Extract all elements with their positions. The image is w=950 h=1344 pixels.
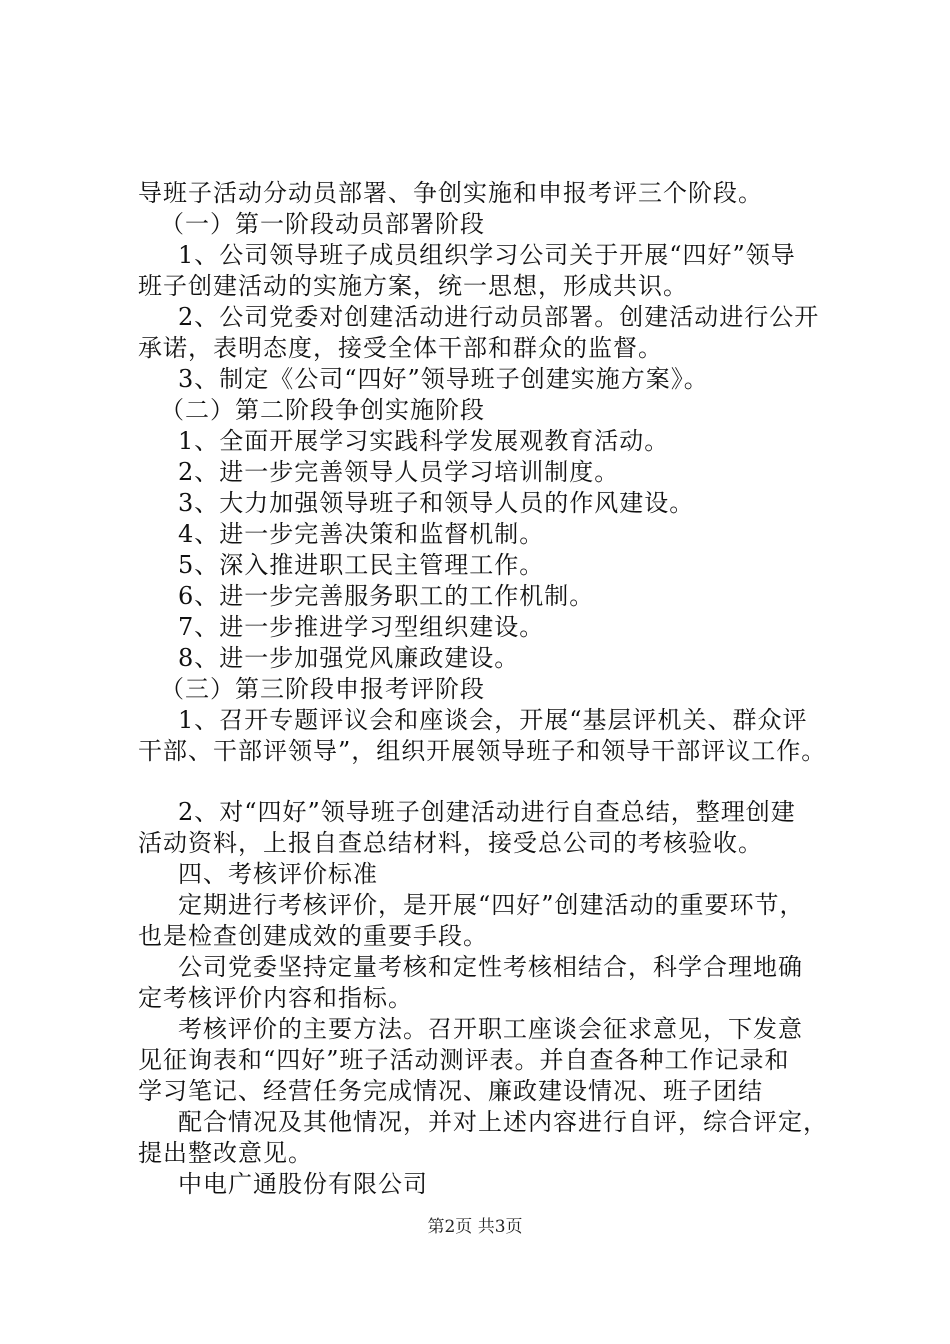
paragraph-line: 1、公司领导班子成员组织学习公司关于开展“四好”领导 xyxy=(178,241,796,269)
list-item: 4、进一步完善决策和监督机制。 xyxy=(178,520,545,548)
paragraph-line: 2、公司党委对创建活动进行动员部署。创建活动进行公开 xyxy=(178,303,820,331)
section-heading: （一）第一阶段动员部署阶段 xyxy=(160,210,485,238)
paragraph-line: 干部、干部评领导”，组织开展领导班子和领导干部评议工作。 xyxy=(138,737,827,765)
list-item: 7、进一步推进学习型组织建设。 xyxy=(178,613,545,641)
list-item: 8、进一步加强党风廉政建设。 xyxy=(178,644,520,672)
list-item: 2、进一步完善领导人员学习培训制度。 xyxy=(178,458,620,486)
company-signature: 中电广通股份有限公司 xyxy=(178,1170,428,1198)
list-item: 3、大力加强领导班子和领导人员的作风建设。 xyxy=(178,489,695,517)
paragraph-line: 活动资料，上报自查总结材料，接受总公司的考核验收。 xyxy=(138,829,763,857)
paragraph-line: 1、召开专题评议会和座谈会，开展“基层评机关、群众评 xyxy=(178,706,808,734)
paragraph-line: 提出整改意见。 xyxy=(138,1139,313,1167)
paragraph-line: 班子创建活动的实施方案，统一思想，形成共识。 xyxy=(138,272,688,300)
section-heading: 四、考核评价标准 xyxy=(178,860,378,888)
paragraph-line: 配合情况及其他情况，并对上述内容进行自评，综合评定， xyxy=(178,1108,828,1136)
paragraph-line: 见征询表和“四好”班子活动测评表。并自查各种工作记录和 xyxy=(138,1046,790,1074)
list-item: 6、进一步完善服务职工的工作机制。 xyxy=(178,582,595,610)
paragraph-line: 考核评价的主要方法。召开职工座谈会征求意见，下发意 xyxy=(178,1015,803,1043)
list-item: 1、全面开展学习实践科学发展观教育活动。 xyxy=(178,427,670,455)
paragraph-line: 定期进行考核评价，是开展“四好”创建活动的重要环节， xyxy=(178,891,805,919)
paragraph-line: 学习笔记、经营任务完成情况、廉政建设情况、班子团结 xyxy=(138,1077,763,1105)
paragraph-line: 2、对“四好”领导班子创建活动进行自查总结，整理创建 xyxy=(178,798,796,826)
page-footer: 第2页 共3页 xyxy=(427,1217,523,1237)
paragraph-line: 3、制定《公司“四好”领导班子创建实施方案》。 xyxy=(178,365,709,393)
list-item: 5、深入推进职工民主管理工作。 xyxy=(178,551,545,579)
paragraph-line: 导班子活动分动员部署、争创实施和申报考评三个阶段。 xyxy=(138,179,763,207)
paragraph-line: 公司党委坚持定量考核和定性考核相结合，科学合理地确 xyxy=(178,953,803,981)
section-heading: （三）第三阶段申报考评阶段 xyxy=(160,675,485,703)
paragraph-line: 承诺，表明态度，接受全体干部和群众的监督。 xyxy=(138,334,663,362)
section-heading: （二）第二阶段争创实施阶段 xyxy=(160,396,485,424)
paragraph-line: 定考核评价内容和指标。 xyxy=(138,984,413,1012)
paragraph-line: 也是检查创建成效的重要手段。 xyxy=(138,922,488,950)
